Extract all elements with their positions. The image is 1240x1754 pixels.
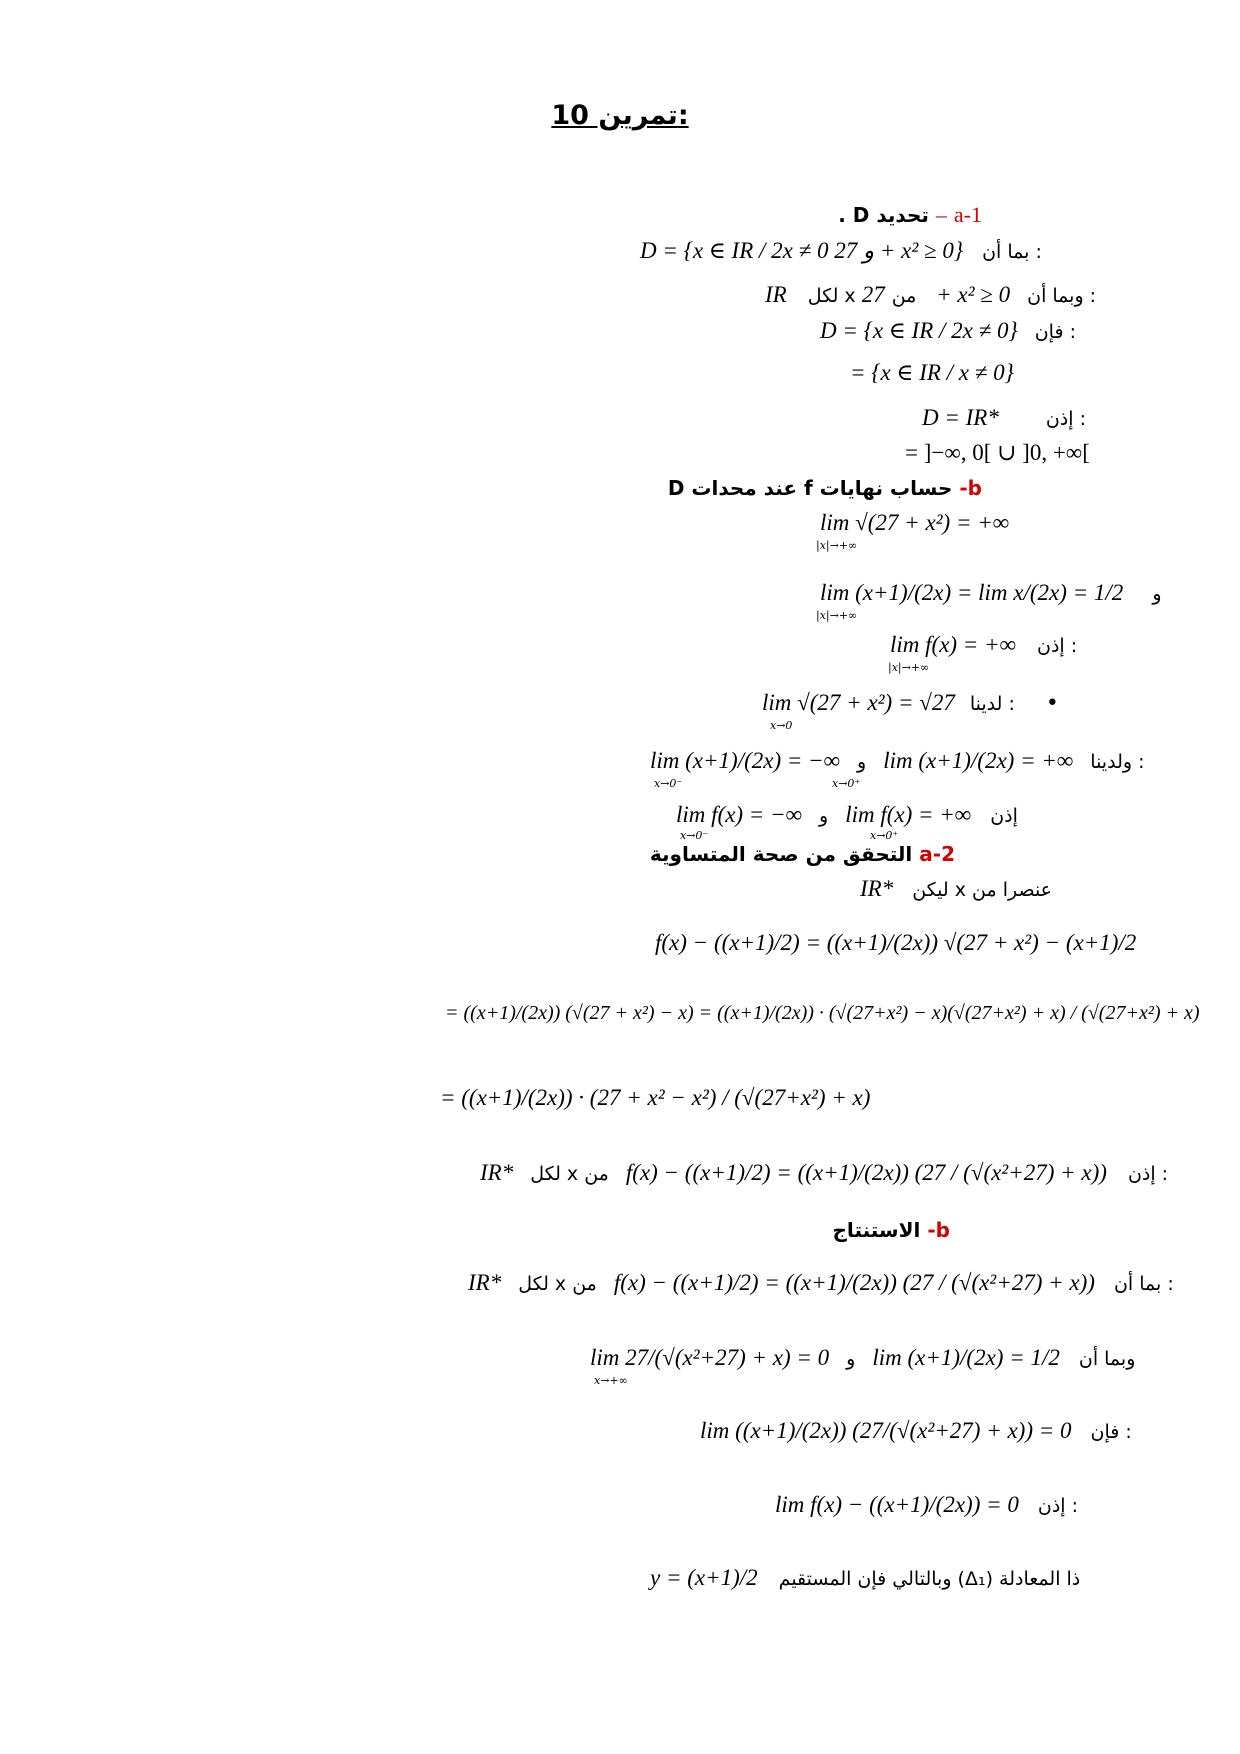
domain-definition-line: D = {x ∈ IR / 2x ≠ 0 و 27 + x² ≥ 0} بما أن : [640,238,1042,263]
equality-conclusion: IR* لكل x من f(x) − ((x+1)/2) = ((x+1)/(2x)) (27 / (√(x²+27) + x)) إذن : [480,1160,1169,1185]
section-a1-heading: a-1 – تحديد D . [838,202,982,227]
equality-step-2: = ((x+1)/(2x)) (√(27 + x²) − x) = ((x+1)/(2x)) · (√(27+x²) − x)(√(27+x²) + x) / (√(27+x²) + x) [445,1002,1200,1024]
equality-step-1: f(x) − ((x+1)/2) = ((x+1)/(2x)) √(27 + x²) − (x+1)/2 [655,930,1137,955]
domain-result-line: D = IR* إذن : [922,405,1086,430]
deduction-line-2: lim 27/(√(x²+27) + x) = 0 و lim (x+1)/(2x) = 1/2 وبما أن x→+∞ [590,1345,1136,1387]
limit-f-zero: lim f(x) = −∞ و lim f(x) = +∞ إذن x→0⁻ x→0⁺ [676,802,1018,842]
domain-interval-line: = ]−∞, 0[ ∪ ]0, +∞[ [905,440,1090,465]
deduction-line-3: lim ((x+1)/(2x)) (27/(√(x²+27) + x)) = 0 فإن : [700,1418,1132,1443]
exercise-title: تمرين 10: [551,100,689,131]
asymptote-line: y = (x+1)/2 وبالتالي فإن المستقيم (Δ₁) ذا المعادلة [650,1565,1081,1590]
domain-condition-line: IR لكل x من 27 + x² ≥ 0 وبما أن : [765,282,1097,307]
domain-simplified-line: D = {x ∈ IR / 2x ≠ 0} فإن : [820,318,1076,343]
deduction-line-1: IR* لكل x من f(x) − ((x+1)/2) = ((x+1)/(2x)) (27 / (√(x²+27) + x)) بما أن : [468,1270,1174,1295]
section-b1-heading: b- حساب نهايات f عند محدات D [667,476,982,500]
limit-sqrt-zero: lim √(27 + x²) = √27 لدينا : • x→0 [762,690,1059,732]
deduction-line-4: lim f(x) − ((x+1)/(2x)) = 0 إذن : [775,1492,1079,1517]
limit-sqrt-infinity: lim √(27 + x²) = +∞ |x|→+∞ [816,510,1010,552]
section-a2-heading: a-2 التحقق من صحة المتساوية [649,842,955,866]
limit-f-infinity: lim f(x) = +∞ إذن : |x|→+∞ [888,632,1078,674]
equality-step-3: = ((x+1)/(2x)) · (27 + x² − x²) / (√(27+x²) + x) [440,1085,871,1110]
limit-ratio-zero: lim (x+1)/(2x) = −∞ و lim (x+1)/(2x) = +∞ ولدينا : x→0⁻ x→0⁺ [650,748,1145,790]
domain-set-line: = {x ∈ IR / x ≠ 0} [850,360,1014,385]
section-b2-heading: b- الاستنتاج [832,1218,950,1242]
let-x-line: IR* ليكن x عنصرا من [860,876,1053,901]
limit-ratio-infinity: lim (x+1)/(2x) = lim x/(2x) = 1/2 و |x|→+∞ [816,580,1162,622]
